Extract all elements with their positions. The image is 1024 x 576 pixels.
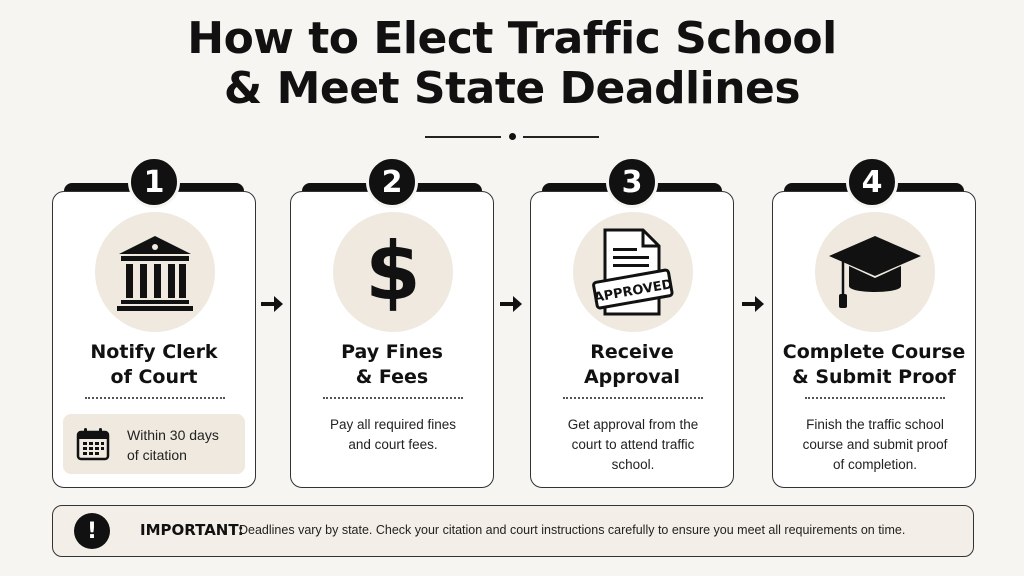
step-2-description — [301, 415, 485, 455]
step-1-deadline-box — [63, 414, 245, 474]
step-1-title-line-1: Notify Clerk — [90, 341, 218, 363]
courthouse-icon — [95, 212, 215, 332]
graduation-cap-icon — [815, 212, 935, 332]
calendar-icon — [75, 426, 111, 467]
step-2-dotted-divider — [323, 397, 463, 399]
step-3-desc-line-3: school. — [611, 457, 655, 472]
step-1-deadline-line-2: of citation — [127, 447, 187, 463]
page-title — [0, 14, 1024, 114]
step-3-dotted-divider — [563, 397, 703, 399]
notice-message: Deadlines vary by state. Check your citation and court instructions carefully to ensure you meet all requirements on time. — [239, 523, 906, 537]
dollar-sign-icon — [333, 212, 453, 332]
step-3-card — [530, 191, 734, 488]
title-line-2: & Meet State Deadlines — [223, 63, 801, 114]
step-2-title-line-2: & Fees — [355, 366, 429, 388]
step-3-title-line-1: Receive — [590, 341, 674, 363]
step-1-title — [53, 340, 255, 390]
step-4-desc-line-1: Finish the traffic school — [806, 417, 944, 432]
step-4-desc-line-2: course and submit proof — [802, 437, 948, 452]
step-1-deadline-line-1: Within 30 days — [127, 427, 219, 443]
dollar-sign-glyph: $ — [365, 225, 421, 318]
arrow-right-icon — [498, 291, 524, 322]
step-3-title — [531, 340, 733, 390]
approved-stamp-text: APPROVED — [592, 277, 674, 306]
step-4-card — [772, 191, 976, 488]
step-4-title-line-2: & Submit Proof — [792, 366, 956, 388]
title-line-1: How to Elect Traffic School — [187, 13, 837, 64]
step-4-desc-line-3: of completion. — [832, 457, 918, 472]
step-2-card — [290, 191, 494, 488]
step-3-title-line-2: Approval — [583, 366, 681, 388]
step-4-dotted-divider — [805, 397, 945, 399]
title-divider — [425, 136, 599, 138]
step-4-number: 4 — [846, 156, 898, 208]
step-3-desc-line-2: court to attend traffic — [571, 437, 695, 452]
step-4-description — [783, 415, 967, 475]
step-1-title-line-2: of Court — [110, 366, 198, 388]
step-4-title — [773, 340, 975, 390]
step-1-dotted-divider — [85, 397, 225, 399]
exclamation-icon: ! — [74, 513, 110, 549]
approved-document-icon — [573, 212, 693, 332]
arrow-right-icon — [740, 291, 766, 322]
step-3-description — [541, 415, 725, 475]
step-4-title-line-1: Complete Course — [782, 341, 966, 363]
step-2-desc-line-2: and court fees. — [348, 437, 438, 452]
step-2-number: 2 — [366, 156, 418, 208]
step-1-number: 1 — [128, 156, 180, 208]
step-1-deadline-text — [127, 425, 219, 465]
step-2-desc-line-1: Pay all required fines — [329, 417, 457, 432]
step-3-desc-line-1: Get approval from the — [567, 417, 699, 432]
step-2-title-line-1: Pay Fines — [341, 341, 443, 363]
notice-label: IMPORTANT: — [140, 521, 244, 539]
arrow-right-icon — [259, 291, 285, 322]
step-2-title — [291, 340, 493, 390]
important-notice — [52, 505, 974, 557]
step-3-number: 3 — [606, 156, 658, 208]
step-1-card — [52, 191, 256, 488]
